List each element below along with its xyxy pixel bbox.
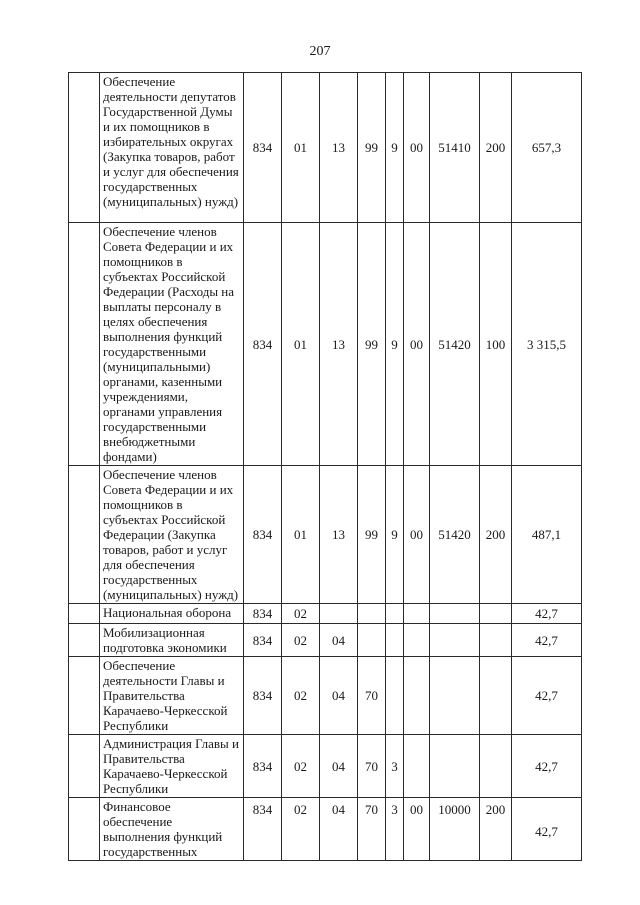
blank-cell	[69, 735, 100, 798]
code-ministry: 834	[244, 604, 282, 624]
code-section: 01	[282, 223, 320, 466]
blank-cell	[69, 624, 100, 657]
code-expense-type: 200	[480, 798, 512, 861]
code-ministry: 834	[244, 73, 282, 223]
blank-cell	[69, 466, 100, 604]
code-ministry: 834	[244, 223, 282, 466]
amount: 42,7	[512, 735, 582, 798]
code-direction: 51420	[430, 466, 480, 604]
code-direction	[430, 735, 480, 798]
table-row	[69, 624, 582, 657]
code-direction: 10000	[430, 798, 480, 861]
amount: 42,7	[512, 604, 582, 624]
table-row	[69, 735, 582, 798]
code-program: 70	[358, 798, 386, 861]
code-subprogram: 9	[386, 466, 404, 604]
code-section: 02	[282, 604, 320, 624]
table-row	[69, 73, 582, 223]
blank-cell	[69, 798, 100, 861]
code-main-event: 00	[404, 73, 430, 223]
code-expense-type	[480, 604, 512, 624]
amount: 657,3	[512, 73, 582, 223]
code-subsection: 04	[320, 624, 358, 657]
code-main-event: 00	[404, 798, 430, 861]
table-row	[69, 798, 582, 861]
code-subsection: 04	[320, 735, 358, 798]
code-program: 70	[358, 657, 386, 735]
code-direction: 51410	[430, 73, 480, 223]
code-subsection: 04	[320, 798, 358, 861]
code-main-event	[404, 657, 430, 735]
code-program: 99	[358, 73, 386, 223]
code-subprogram: 3	[386, 798, 404, 861]
code-subprogram: 3	[386, 735, 404, 798]
amount: 487,1	[512, 466, 582, 604]
code-section: 01	[282, 73, 320, 223]
code-ministry: 834	[244, 624, 282, 657]
code-program: 70	[358, 735, 386, 798]
code-program	[358, 624, 386, 657]
code-direction	[430, 604, 480, 624]
page-number: 207	[309, 44, 331, 59]
code-section: 02	[282, 735, 320, 798]
item-name: Обеспечение членов Совета Федерации и их помощников в субъектах Российской Федерации (Расходы на выплаты персоналу в целях обеспечения выполнения функций государственными (муниципальными) органами, казенными учреждениями, органами управления государственными внебюджетными фондами)	[100, 223, 244, 466]
item-name: Обеспечение деятельности Главы и Правительства Карачаево-Черкесской Республики	[100, 657, 244, 735]
code-subsection: 13	[320, 223, 358, 466]
code-subprogram: 9	[386, 73, 404, 223]
code-expense-type	[480, 657, 512, 735]
code-ministry: 834	[244, 466, 282, 604]
blank-cell	[69, 604, 100, 624]
code-expense-type: 100	[480, 223, 512, 466]
code-main-event: 00	[404, 466, 430, 604]
code-ministry: 834	[244, 657, 282, 735]
code-expense-type	[480, 624, 512, 657]
amount: 42,7	[512, 798, 582, 861]
code-direction: 51420	[430, 223, 480, 466]
code-ministry: 834	[244, 798, 282, 861]
code-main-event	[404, 624, 430, 657]
code-section: 02	[282, 624, 320, 657]
code-expense-type: 200	[480, 73, 512, 223]
code-subsection	[320, 604, 358, 624]
blank-cell	[69, 223, 100, 466]
code-section: 02	[282, 657, 320, 735]
table-row	[69, 604, 582, 624]
code-subprogram: 9	[386, 223, 404, 466]
code-program: 99	[358, 223, 386, 466]
item-name: Обеспечение деятельности депутатов Государственной Думы и их помощников в избирательных округах (Закупка товаров, работ и услуг для обеспечения государственных (муниципальных) нужд)	[100, 73, 244, 223]
item-name: Администрация Главы и Правительства Карачаево-Черкесской Республики	[100, 735, 244, 798]
code-expense-type	[480, 735, 512, 798]
amount: 42,7	[512, 657, 582, 735]
item-name: Обеспечение членов Совета Федерации и их помощников в субъектах Российской Федерации (Закупка товаров, работ и услуг для обеспечения государственных (муниципальных) нужд)	[100, 466, 244, 604]
blank-cell	[69, 657, 100, 735]
blank-cell	[69, 73, 100, 223]
code-program: 99	[358, 466, 386, 604]
table-row	[69, 223, 582, 466]
code-direction	[430, 624, 480, 657]
code-section: 02	[282, 798, 320, 861]
code-subprogram	[386, 604, 404, 624]
code-section: 01	[282, 466, 320, 604]
item-name: Национальная оборона	[100, 604, 244, 624]
code-program	[358, 604, 386, 624]
code-main-event	[404, 735, 430, 798]
code-direction	[430, 657, 480, 735]
amount: 42,7	[512, 624, 582, 657]
code-main-event: 00	[404, 223, 430, 466]
code-expense-type: 200	[480, 466, 512, 604]
code-subsection: 04	[320, 657, 358, 735]
item-name: Финансовое обеспечение выполнения функций государственных	[100, 798, 244, 861]
budget-table	[68, 72, 582, 861]
table-row	[69, 657, 582, 735]
code-subsection: 13	[320, 466, 358, 604]
item-name: Мобилизационная подготовка экономики	[100, 624, 244, 657]
code-subprogram	[386, 657, 404, 735]
amount: 3 315,5	[512, 223, 582, 466]
code-subsection: 13	[320, 73, 358, 223]
table-row	[69, 466, 582, 604]
code-subprogram	[386, 624, 404, 657]
code-main-event	[404, 604, 430, 624]
code-ministry: 834	[244, 735, 282, 798]
